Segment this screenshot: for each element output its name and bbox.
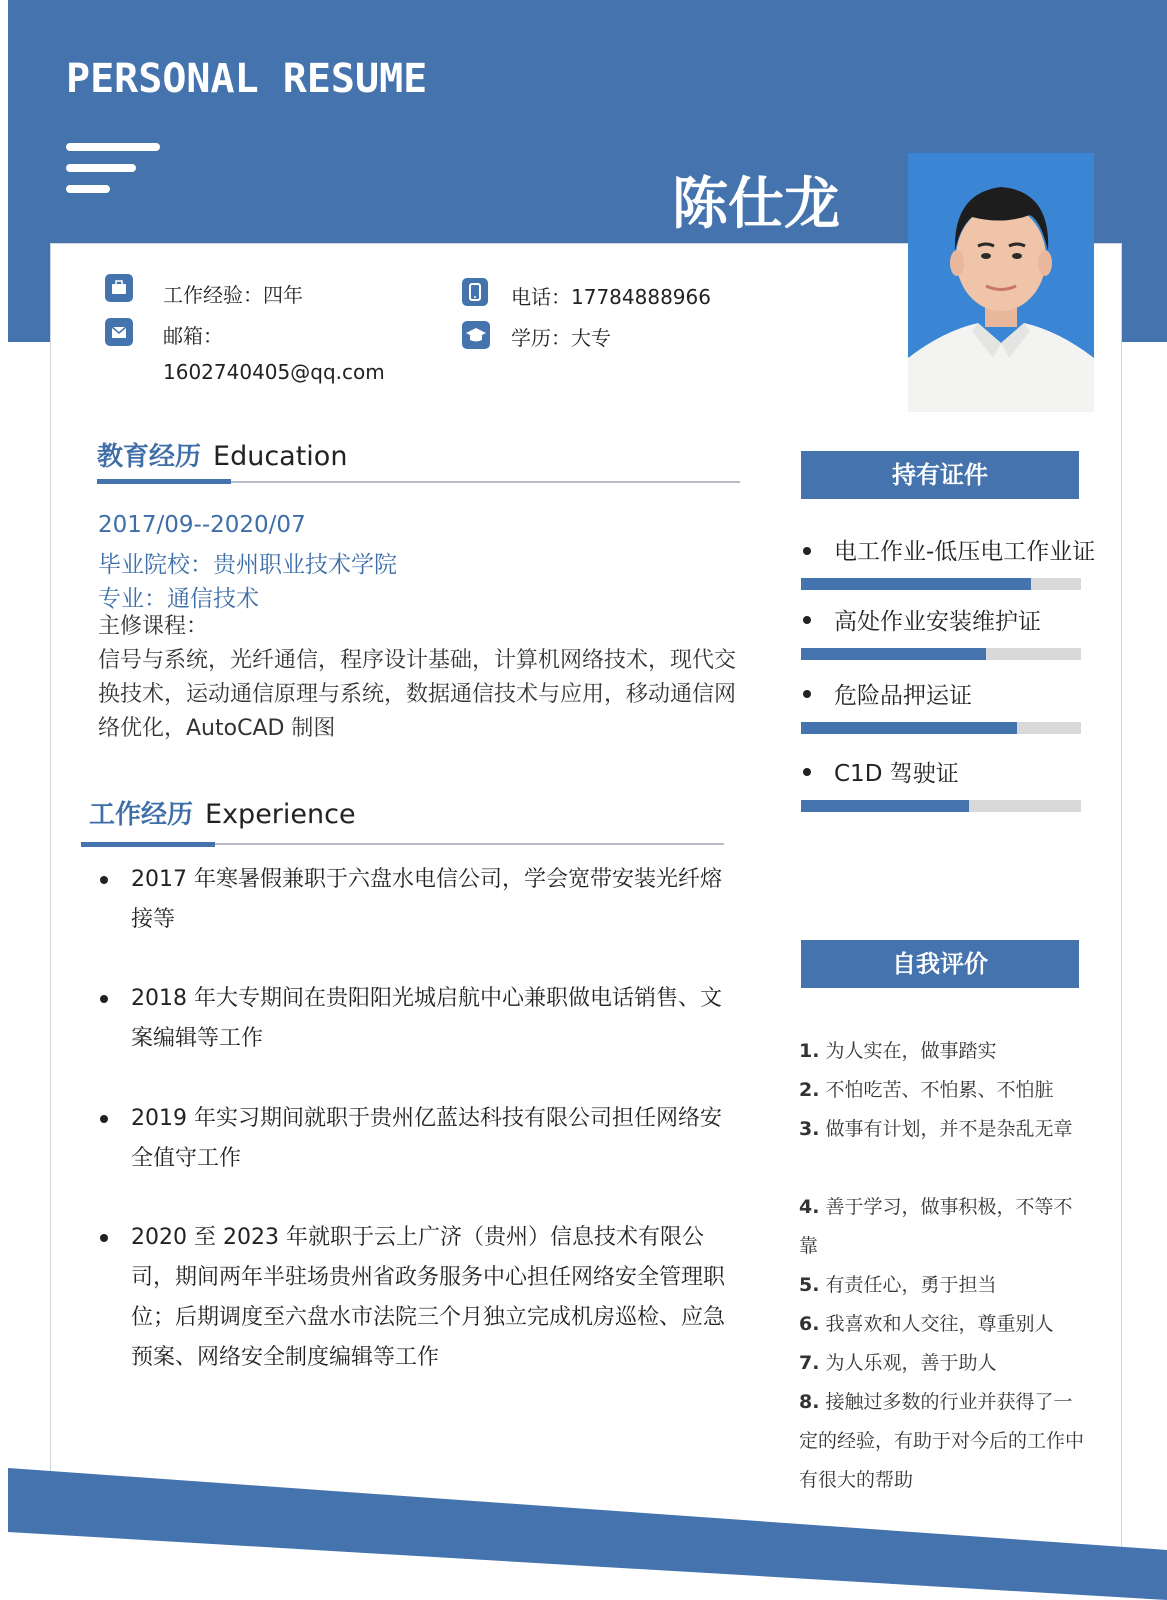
briefcase-icon [105, 274, 133, 302]
education-major: 专业：通信技术 [98, 586, 259, 612]
certificate-level-fill [801, 578, 1031, 590]
self-eval-text: 有责任心，勇于担当 [825, 1274, 997, 1296]
certificate-level-fill [801, 722, 1017, 734]
email: 1602740405@qq.com [163, 360, 385, 384]
experience-bullet [100, 1234, 108, 1242]
self-eval-item [799, 1188, 1084, 1266]
avatar [908, 153, 1094, 412]
mail-icon [105, 318, 133, 346]
experience-title-cn: 工作经历 [89, 800, 194, 830]
education-title-cn: 教育经历 [97, 442, 202, 472]
experience-item: 2017 年寒暑假兼职于六盘水电信公司，学会宽带安装光纤熔接等 [131, 867, 722, 932]
candidate-name: 陈仕龙 [672, 171, 840, 237]
certificate-level-bar [801, 722, 1081, 734]
self-eval-item [799, 1383, 1084, 1500]
certificate-level-fill [801, 648, 986, 660]
certificates-heading: 持有证件 [801, 451, 1079, 499]
self-eval-number: 8. [799, 1391, 820, 1413]
certificate-bullet [803, 690, 811, 698]
work-experience: 工作经验：四年 [163, 283, 303, 307]
email-label: 邮箱： [163, 324, 223, 348]
graduation-cap-icon [462, 321, 490, 349]
courses-label: 主修课程： [98, 614, 209, 639]
certificate-level-fill [801, 800, 969, 812]
self-eval-item [799, 1032, 1084, 1071]
phone-icon [462, 278, 488, 306]
self-eval-number: 3. [799, 1118, 820, 1140]
self-eval-text: 我喜欢和人交往，尊重别人 [825, 1313, 1054, 1335]
experience-bullet [100, 995, 108, 1003]
education-title-en: Education [213, 441, 348, 472]
resume-title: PERSONAL RESUME [66, 56, 428, 102]
experience-item: 2020 至 2023 年就职于云上广济（贵州）信息技术有限公司，期间两年半驻场贵州省政务服务中心担任网络安全管理职位；后期调度至六盘水市法院三个月独立完成机房巡检、应急预案、网络安全制度编辑等工作 [131, 1225, 726, 1370]
certificate-bullet [803, 547, 811, 555]
education-heading [97, 436, 347, 473]
self-eval-item [799, 1266, 1084, 1305]
self-eval-number: 1. [799, 1040, 820, 1062]
self-eval-number: 5. [799, 1274, 820, 1296]
certificate-label: C1D 驾驶证 [834, 761, 959, 787]
education-school: 毕业院校：贵州职业技术学院 [98, 552, 397, 578]
experience-heading [89, 794, 356, 831]
experience-item: 2019 年实习期间就职于贵州亿蓝达科技有限公司担任网络安全值守工作 [131, 1106, 722, 1171]
self-eval-text: 接触过多数的行业并获得了一定的经验，有助于对今后的工作中有很大的帮助 [799, 1391, 1085, 1491]
self-eval-item [799, 1071, 1084, 1110]
certificate-bullet [803, 616, 811, 624]
phone: 电话：17784888966 [511, 285, 711, 309]
education-level: 学历：大专 [511, 326, 611, 350]
self-eval-text: 不怕吃苦、不怕累、不怕脏 [825, 1079, 1054, 1101]
experience-bullet [100, 1115, 108, 1123]
self-eval-item [799, 1344, 1084, 1383]
self-eval-text: 为人乐观，善于助人 [825, 1352, 997, 1374]
self-eval-number: 2. [799, 1079, 820, 1101]
experience-rule-accent [81, 842, 215, 847]
certificate-label: 高处作业安装维护证 [834, 609, 1041, 635]
self-eval-text: 为人实在，做事踏实 [825, 1040, 997, 1062]
self-eval-heading: 自我评价 [801, 940, 1079, 988]
certificate-level-bar [801, 800, 1081, 812]
experience-bullet [100, 876, 108, 884]
self-eval-item [799, 1305, 1084, 1344]
menu-lines-icon [66, 143, 162, 193]
self-eval-item [799, 1110, 1084, 1149]
certificate-level-bar [801, 648, 1081, 660]
certificate-label: 危险品押运证 [834, 683, 972, 709]
self-eval-number: 7. [799, 1352, 820, 1374]
experience-title-en: Experience [205, 799, 356, 830]
education-period: 2017/09--2020/07 [98, 512, 306, 538]
self-eval-number: 4. [799, 1196, 820, 1218]
self-eval-text: 做事有计划，并不是杂乱无章 [825, 1118, 1073, 1140]
certificate-bullet [803, 768, 811, 776]
experience-item: 2018 年大专期间在贵阳阳光城启航中心兼职做电话销售、文案编辑等工作 [131, 986, 722, 1051]
certificate-label: 电工作业-低压电工作业证 [834, 539, 1096, 565]
education-rule-accent [97, 479, 231, 484]
self-eval-text: 善于学习，做事积极，不等不靠 [799, 1196, 1073, 1257]
certificate-level-bar [801, 578, 1081, 590]
courses-list: 信号与系统，光纤通信，程序设计基础，计算机网络技术，现代交换技术，运动通信原理与系统，数据通信技术与应用，移动通信网络优化，AutoCAD 制图 [98, 648, 737, 741]
self-eval-number: 6. [799, 1313, 820, 1335]
